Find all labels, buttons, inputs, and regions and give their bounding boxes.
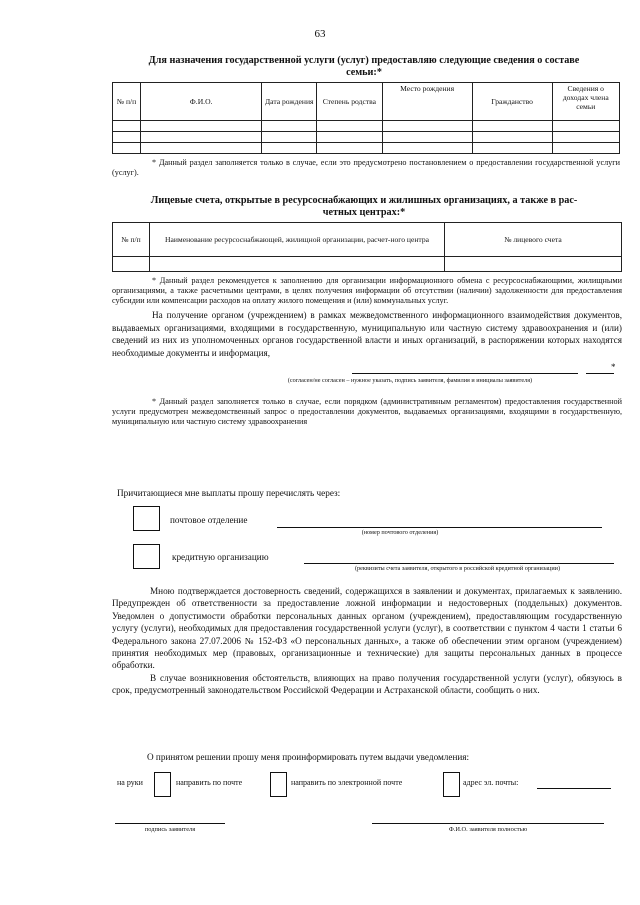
- col-citizenship: Гражданство: [472, 83, 552, 121]
- col-fio: Ф.И.О.: [140, 83, 261, 121]
- col-number: № п/п: [113, 83, 141, 121]
- credit-org-caption: (реквизиты счета заявителя, открытого в российской кредитной организации): [354, 565, 561, 572]
- confirmation-block: [112, 585, 622, 697]
- consent-note: * Данный раздел заполняется только в случае, если порядком (административным регламентом) предоставления государственной услуги предусмотрен межведомственный запрос о предоставлении документов, выдаваемых организациями, входящими в государственную, муниципальную или частную систему здравоохранения: [112, 397, 622, 427]
- confirmation-paragraph: Мною подтверждается достоверность сведений, содержащихся в заявлении и документах, прилагаемых к заявлению. Предупрежден об ответственности за предоставление ложной информации и недостоверных (поддельных) документов. Уведомлен о допустимости обработки персональных данных органом (учреждением), предоставляющим государственную услугу (услуги), необходимых для предоставления государственной услуги (услуг), в соответствии с пунктом 4 части 1 статьи 6 Федерального закона 27.07.2006 № 152-ФЗ «О персональных данных», а также об обеспечении этим органом (учреждением) принятия необходимых мер (правовых, организационные и технические) для защиты персональных данных в процессе обработки.: [112, 586, 622, 671]
- notify-hand-label: на руки: [117, 778, 143, 787]
- consent-signature-line[interactable]: [352, 373, 578, 374]
- obligation-paragraph: В случае возникновения обстоятельств, влияющих на право получения государственной услуги (услуг), обязуюсь в срок, предусмотренный законодательством Российской Федерации и Астраханской области, сообщить о них.: [112, 672, 622, 696]
- credit-org-checkbox[interactable]: [133, 544, 160, 569]
- table-row: [113, 143, 620, 154]
- family-section-title: [108, 55, 620, 79]
- fio-line[interactable]: [372, 823, 604, 824]
- accounts-table-header: [113, 223, 622, 257]
- col-birthdate: Дата рождения: [262, 83, 317, 121]
- col-income: Сведения о доходах члена семьи: [552, 83, 619, 121]
- credit-org-label: кредитную организацию: [172, 552, 269, 562]
- notify-title: О принятом решении прошу меня проинформировать путем выдачи уведомления:: [147, 752, 470, 762]
- post-office-label: почтовое отделение: [170, 515, 248, 525]
- col-kinship: Степень родства: [317, 83, 382, 121]
- table-row: [113, 257, 622, 272]
- notify-email-label: направить по электронной почте: [291, 778, 403, 787]
- post-office-caption: (номер почтового отделения): [361, 529, 439, 536]
- consent-extra-line[interactable]: [586, 373, 614, 374]
- payout-title: Причитающиеся мне выплаты прошу перечислять через:: [117, 488, 341, 498]
- notify-post-label: направить по почте: [176, 778, 243, 787]
- accounts-table: [112, 222, 622, 272]
- family-table-header: [113, 83, 620, 121]
- fio-caption: Ф.И.О. заявителя полностью: [448, 826, 528, 833]
- col-number: № п/п: [113, 223, 150, 257]
- notify-hand-checkbox[interactable]: [154, 772, 171, 797]
- notify-post-checkbox[interactable]: [270, 772, 287, 797]
- credit-org-field[interactable]: [304, 563, 614, 564]
- table-row: [113, 132, 620, 143]
- family-title-line1: Для назначения государственной услуги (услуг) предоставляю следующие сведения о составе: [148, 55, 580, 66]
- col-organization: Наименование ресурсоснабжающей, жилищной организации, расчет-ного центра: [150, 223, 445, 257]
- accounts-section-title: [108, 195, 620, 219]
- consent-caption: (согласен/не согласен – нужное указать, подпись заявителя, фамилия и инициалы заявителя): [287, 377, 533, 384]
- family-title-line2: семьи:*: [346, 67, 382, 78]
- post-office-field[interactable]: [277, 527, 602, 528]
- accounts-note: * Данный раздел рекомендуется к заполнению для организации информационного обмена с ресурсоснабжающими, жилищными организациями, а также расчетными центрами, в целях получения информации об отсутствии (наличии) задолженности для предоставления субсидии или компенсации расходов на оплату жилого помещения и (или) коммунальных услуг.: [112, 276, 622, 306]
- family-note: * Данный раздел заполняется только в случае, если это предусмотрено постановлением о предоставлении государственной услуги (услуг).: [112, 158, 620, 178]
- family-table: [112, 82, 620, 154]
- consent-star: *: [611, 362, 616, 372]
- post-office-checkbox[interactable]: [133, 506, 160, 531]
- signature-line[interactable]: [115, 823, 225, 824]
- table-row: [113, 121, 620, 132]
- notify-email-checkbox[interactable]: [443, 772, 460, 797]
- signature-caption: подпись заявителя: [144, 826, 196, 833]
- consent-text: [112, 309, 622, 359]
- accounts-title-line1: Лицевые счета, открытые в ресурсоснабжающих и жилишных организациях, а также в рас-: [150, 195, 578, 206]
- consent-body: На получение органом (учреждением) в рамках межведомственного информационного взаимодействия документов, выдаваемых организациями, входящими в государственную, муниципальную или частную систему здравоохранения и (или) сведений из них из уполномоченных органов государственной власти и иных организаций, в распоряжении которых находятся необходимые документы и информация,: [112, 310, 622, 358]
- accounts-title-line2: четных центрах:*: [322, 207, 406, 218]
- col-birthplace: Место рождения: [382, 83, 472, 121]
- page-number: 63: [314, 28, 326, 40]
- col-account-number: № лицевого счета: [445, 223, 622, 257]
- email-address-label: адрес эл. почты:: [463, 778, 519, 787]
- email-address-field[interactable]: [537, 788, 611, 789]
